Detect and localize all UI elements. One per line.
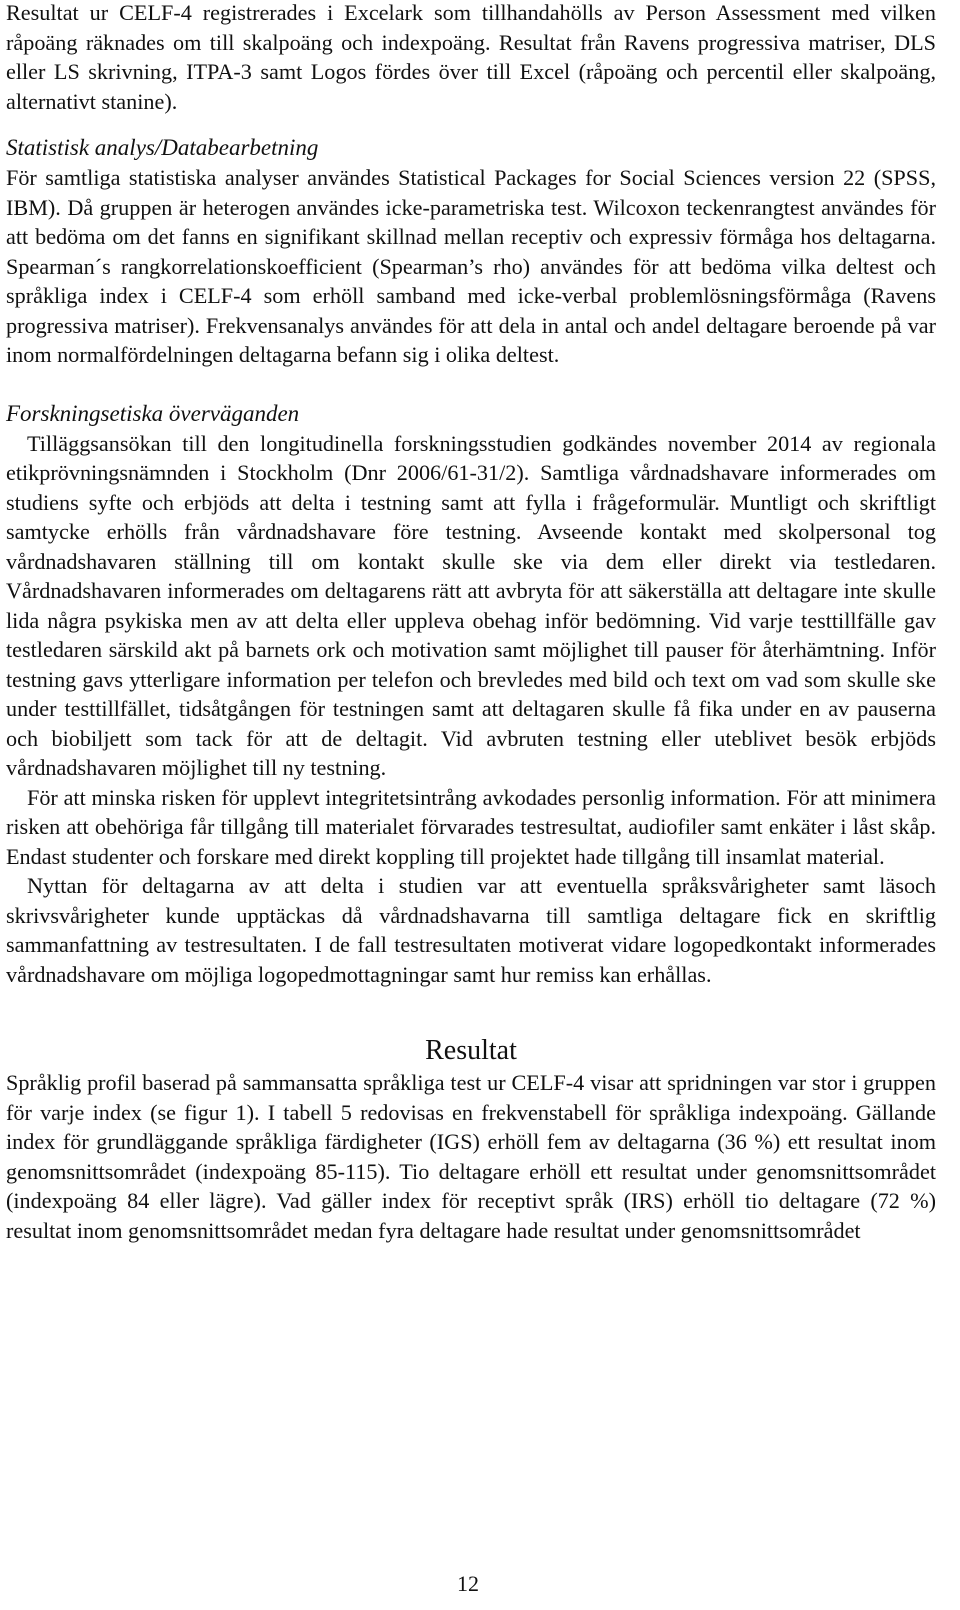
ethics-paragraph-2: För att minska risken för upplevt integritetsintrång avkodades personlig information. För att minimera risken att obehöriga får tillgång till materialet förvarades testresultat, audiofiler samt enkäter i låst skåp. Endast studenter och forskare med direkt koppling till projektet hade tillgång till insamlat material.	[6, 784, 936, 869]
ethics-paragraph-1: Tilläggsansökan till den longitudinella forskningsstudien godkändes november 2014 av regionala etikprövningsnämnden i Stockholm (Dnr 2006/61-31/2). Samtliga vårdnadshavare informerades om studiens syfte och erbjöds att delta i testning samt att fylla i frågeformulär. Muntligt och skriftligt samtycke erhölls från vårdnadshavare före testning. Avseende kontakt med skolpersonal tog vårdnadshavaren ställning till om kontakt skulle ske via dem eller direkt via testledaren. Vårdnadshavaren informerades om deltagarens rätt att avbryta för att säkerställa att deltagare inte skulle lida några psykiska men av att delta eller uppleva obehag inför bedömning. Vid varje testtillfälle gav testledaren särskild akt på barnets ork och motivation samt möjlighet till pauser för återhämtning. Inför testning gavs ytterligare information per telefon och brevledes med bild och text om vad som skulle ske under testtillfället, tidsåtgången för testningen samt att deltagaren skulle få fika under en av pauserna och biobiljett som tack för att de deltagit. Vid avbruten testning eller uteblivet besök erbjöds vårdnadshavaren möjlighet till ny testning.	[6, 430, 936, 780]
section-heading-statistics: Statistisk analys/Databearbetning	[6, 135, 319, 160]
ethics-paragraph-3: Nyttan för deltagarna av att delta i studien var att eventuella språksvårigheter samt läsoch skrivsvårigheter kunde upptäckas då vårdnadshavarna till samtliga deltagare fick en skriftlig sammanfattning av testresultaten. I de fall testresultaten motiverat vidare logopedkontakt informerades vårdnadshavare om möjliga logopedmottagningar samt hur remiss kan erhållas.	[6, 873, 936, 987]
section-heading-ethics: Forskningsetiska överväganden	[6, 400, 300, 426]
section-heading-results: Resultat	[425, 1035, 517, 1066]
page-number: 12	[457, 1571, 479, 1596]
statistics-paragraph: För samtliga statistiska analyser användes Statistical Packages for Social Sciences version 22 (SPSS, IBM). Då gruppen är heterogen användes icke-parametriska test. Wilcoxon teckenrangtest användes för att bedöma om det fanns en signifikant skillnad mellan receptiv och expressiv förmåga hos deltagarna. Spearman´s rangkorrelationskoefficient (Spearman’s rho) användes för att bedöma vilka deltest och språkliga index i CELF-4 som erhöll samband med icke-verbal problemlösningsförmåga (Ravens progressiva matriser). Frekvensanalys användes för att dela in antal och andel deltagare beroende på var inom normalfördelningen deltagarna befann sig i olika deltest.	[6, 165, 936, 367]
intro-paragraph: Resultat ur CELF-4 registrerades i Excelark som tillhandahölls av Person Assessment med vilken råpoäng räknades om till skalpoäng och indexpoäng. Resultat från Ravens progressiva matriser, DLS eller LS skrivning, ITPA-3 samt Logos fördes över till Excel (råpoäng och percentil eller skalpoäng, alternativt stanine).	[6, 0, 936, 114]
results-paragraph: Språklig profil baserad på sammansatta språkliga test ur CELF-4 visar att spridningen var stor i gruppen för varje index (se figur 1). I tabell 5 redovisas en frekvenstabell för språkliga indexpoäng. Gällande index för grundläggande språkliga färdigheter (IGS) erhöll fem av deltagarna (36 %) ett resultat inom genomsnittsområdet (indexpoäng 85-115). Tio deltagare erhöll ett resultat under genomsnittsområdet (indexpoäng 84 eller lägre). Vad gäller index för receptivt språk (IRS) erhöll tio deltagare (72 %) resultat inom genomsnittsområdet medan fyra deltagare hade resultat under genomsnittsområdet	[6, 1070, 936, 1243]
document-page	[6, 0, 936, 1245]
